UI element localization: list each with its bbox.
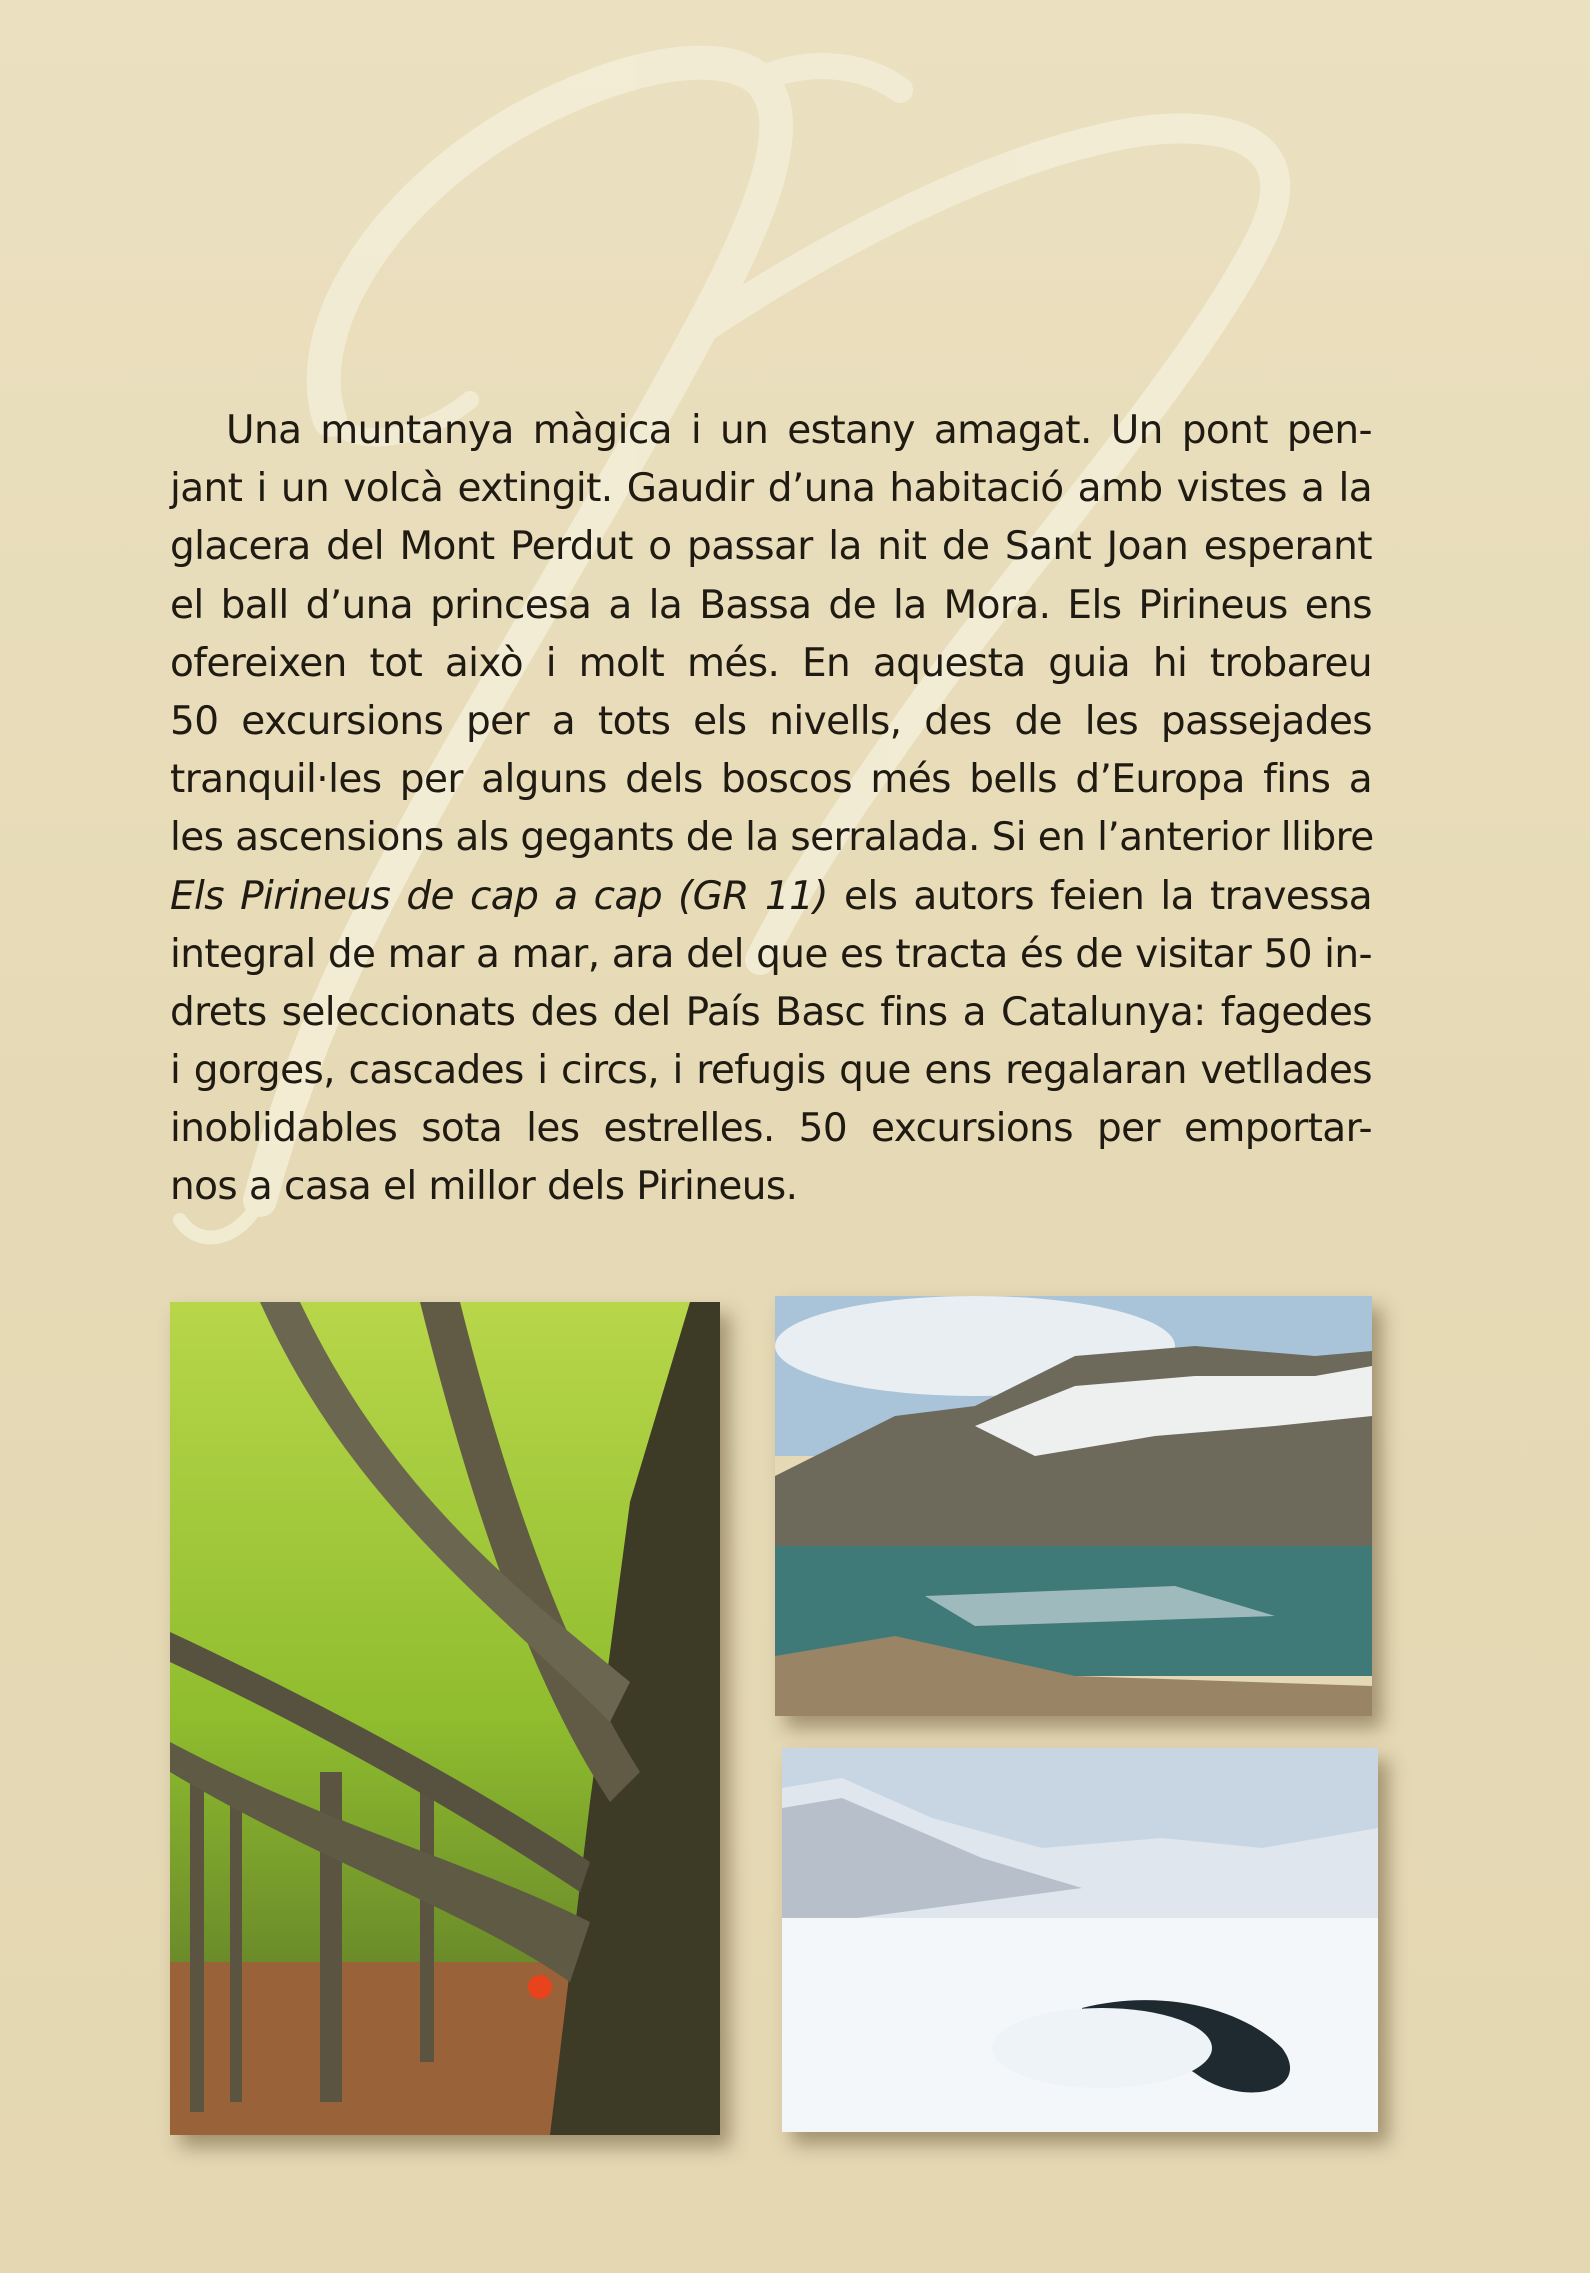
- blurb-line: i gorges, cascades i circs, i refugis que ens regalaran vetllades: [170, 1048, 1372, 1094]
- previous-book-title: Els Pirineus de cap a cap (GR 11): [170, 873, 828, 919]
- blurb-line: drets seleccionats des del País Basc fins a Catalunya: fagedes: [170, 989, 1372, 1035]
- glacier-lake-photo: [775, 1296, 1372, 1716]
- blurb-line-rest: els autors feien la travessa: [827, 873, 1373, 919]
- blurb-line: integral de mar a mar, ara del que es tracta és de visitar 50 in-: [170, 931, 1372, 977]
- blurb-line: Una muntanya màgica i un estany amagat. Un pont pen-: [226, 408, 1372, 453]
- blurb-line: les ascensions als gegants de la serralada. Si en l’anterior llibre: [170, 815, 1374, 861]
- snowy-valley-photo: [782, 1748, 1378, 2132]
- blurb-line-with-book-title: [170, 868, 1372, 926]
- blurb-line: jant i un volcà extingit. Gaudir d’una habitació amb vistes a la: [170, 466, 1372, 512]
- blurb-line: inoblidables sota les estrelles. 50 excursions per emportar-: [170, 1106, 1372, 1152]
- blurb-line: el ball d’una princesa a la Bassa de la Mora. Els Pirineus ens: [170, 582, 1372, 628]
- blurb-line: 50 excursions per a tots els nivells, des de les passejades: [170, 698, 1372, 744]
- blurb-line: tranquil·les per alguns dels boscos més bells d’Europa fins a: [170, 757, 1372, 803]
- back-cover-blurb: [170, 402, 1372, 1217]
- blurb-line: nos a casa el millor dels Pirineus.: [170, 1164, 798, 1210]
- blurb-line: ofereixen tot això i molt més. En aquesta guia hi trobareu: [170, 640, 1372, 686]
- beech-forest-photo: [170, 1302, 720, 2135]
- blurb-line: glacera del Mont Perdut o passar la nit de Sant Joan esperant: [170, 524, 1372, 570]
